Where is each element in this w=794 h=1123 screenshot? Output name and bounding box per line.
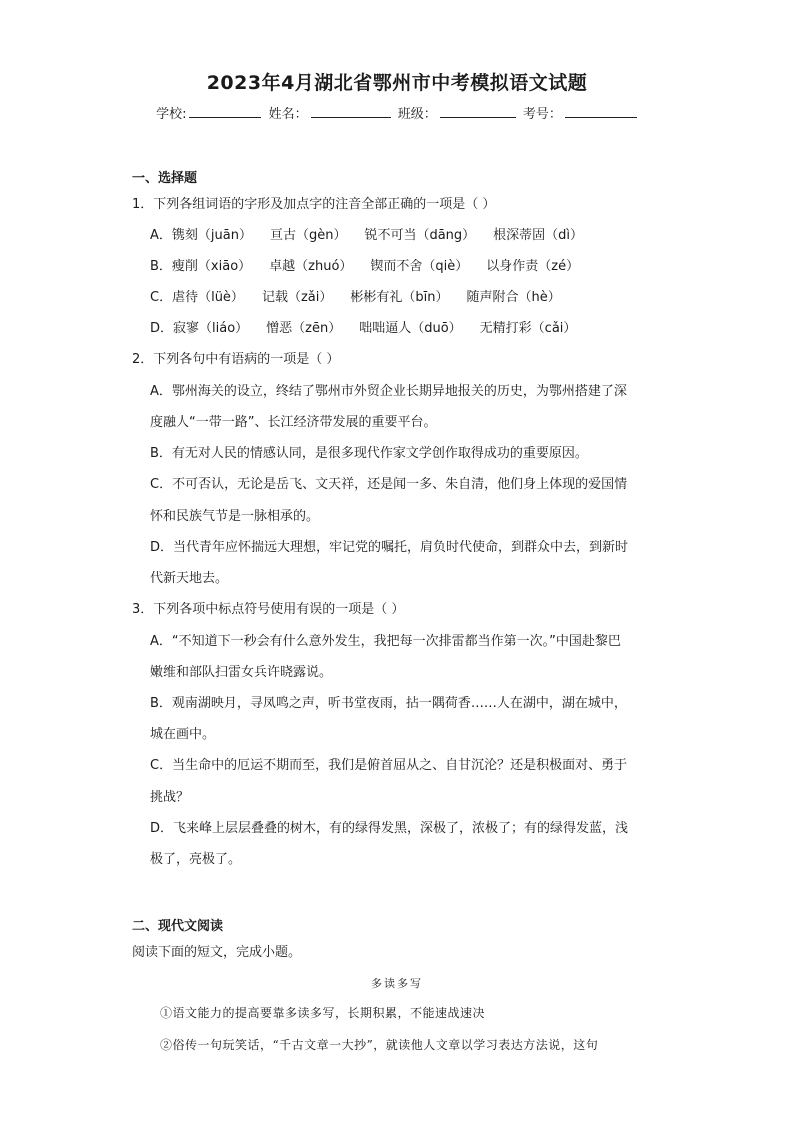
exam-no-label: 考号： (522, 107, 562, 122)
q3-option-a-line2: 嫩维和部队扫雷女兵许晓露说。 (150, 665, 333, 680)
q1-a-word1: A．镌刻（juān） (150, 228, 252, 243)
q2-option-b[interactable]: B．有无对人民的情感认同，是很多现代作家文学创作取得成功的重要原因。 (150, 446, 588, 461)
question-2-stem: 2．下列各句中有语病的一项是（ ） (132, 352, 340, 367)
q2-option-d-line2: 代新天地去。 (150, 571, 229, 586)
q3-option-c-line1[interactable]: C．当生命中的厄运不期而至，我们是俯首屈从之、自甘沉沦？还是积极面对、勇于 (150, 758, 628, 773)
section-heading-reading: 二、现代文阅读 (132, 919, 224, 934)
question-3-stem: 3．下列各项中标点符号使用有误的一项是（ ） (132, 602, 405, 617)
q2-option-c-line2: 怀和民族气节是一脉相承的。 (150, 509, 320, 524)
school-field[interactable] (189, 105, 261, 118)
exam-no-field[interactable] (565, 105, 637, 118)
q2-option-c-line1[interactable]: C．不可否认，无论是岳飞、文天祥，还是闻一多、朱自清，他们身上体现的爱国情 (150, 477, 628, 492)
essay-paragraph-1: ①语文能力的提高要靠多读多写，长期积累，不能速战速决 (160, 1006, 486, 1020)
q1-c-word1: C．虐待（lüè） (150, 290, 244, 305)
q1-a-word2: 亘古（gèn） (269, 228, 347, 243)
school-label: 学校: (156, 107, 187, 122)
essay-paragraph-2: ②俗传一句玩笑话，“千古文章一大抄”，就读他人文章以学习表达方法说，这句 (160, 1038, 599, 1052)
q1-b-word3: 锲而不舍（qiè） (370, 259, 469, 274)
q3-option-b-line2: 城在画中。 (150, 727, 216, 742)
reading-intro: 阅读下面的短文，完成小题。 (132, 945, 302, 960)
page-title: 2023年4月湖北省鄂州市中考模拟语文试题 (206, 72, 588, 94)
q1-d-word1: D．寂寥（liáo） (150, 321, 249, 336)
question-1-stem: 1．下列各组词语的字形及加点字的注音全部正确的一项是（ ） (132, 197, 496, 212)
q3-option-c-line2: 挑战？ (150, 790, 190, 805)
q2-option-d-line1[interactable]: D．当代青年应怀揣远大理想，牢记党的嘱托，肩负时代使命，到群众中去，到新时 (150, 540, 629, 555)
q1-option-d[interactable] (150, 317, 594, 336)
q1-c-word2: 记载（zǎi） (261, 290, 333, 305)
q2-option-a-line1[interactable]: A．鄂州海关的设立，终结了鄂州市外贸企业长期异地报关的历史，为鄂州搭建了深 (150, 384, 627, 399)
class-label: 班级： (397, 107, 437, 122)
q1-b-word1: B．瘦削（xiāo） (150, 259, 252, 274)
section-heading-choice: 一、选择题 (132, 171, 198, 186)
student-info-row (0, 103, 794, 122)
q1-a-word3: 锐不可当（dāng） (364, 228, 476, 243)
name-label: 姓名： (268, 107, 308, 122)
name-field[interactable] (311, 105, 391, 118)
q3-option-d-line1[interactable]: D．飞来峰上层层叠叠的树木，有的绿得发黑，深极了，浓极了；有的绿得发蓝，浅 (150, 821, 629, 836)
q3-option-a-line1[interactable]: A．“不知道下一秒会有什么意外发生，我把每一次排雷都当作第一次。”中国赴黎巴 (150, 634, 621, 649)
q1-c-word4: 随声附合（hè） (466, 290, 561, 305)
q3-option-d-line2: 极了，亮极了。 (150, 852, 242, 867)
q1-b-word4: 以身作责（zé） (486, 259, 580, 274)
essay-title: 多读多写 (371, 977, 423, 990)
q1-a-word4: 根深蒂固（dì） (493, 228, 584, 243)
q1-b-word2: 卓越（zhuó） (269, 259, 353, 274)
q2-option-a-line2: 度融人“一带一路”、长江经济带发展的重要平台。 (150, 415, 437, 430)
q1-d-word3: 咄咄逼人（duō） (359, 321, 462, 336)
q1-option-a[interactable] (150, 224, 601, 243)
q1-option-c[interactable] (150, 286, 579, 305)
q1-d-word2: 憎恶（zēn） (266, 321, 342, 336)
q1-d-word4: 无精打彩（cǎi） (479, 321, 577, 336)
class-field[interactable] (440, 105, 516, 118)
q3-option-b-line1[interactable]: B．观南湖映月，寻凤鸣之声，听书堂夜雨，拈一隅荷香……人在湖中，湖在城中， (150, 696, 627, 711)
q1-option-b[interactable] (150, 255, 597, 274)
q1-c-word3: 彬彬有礼（bīn） (350, 290, 449, 305)
